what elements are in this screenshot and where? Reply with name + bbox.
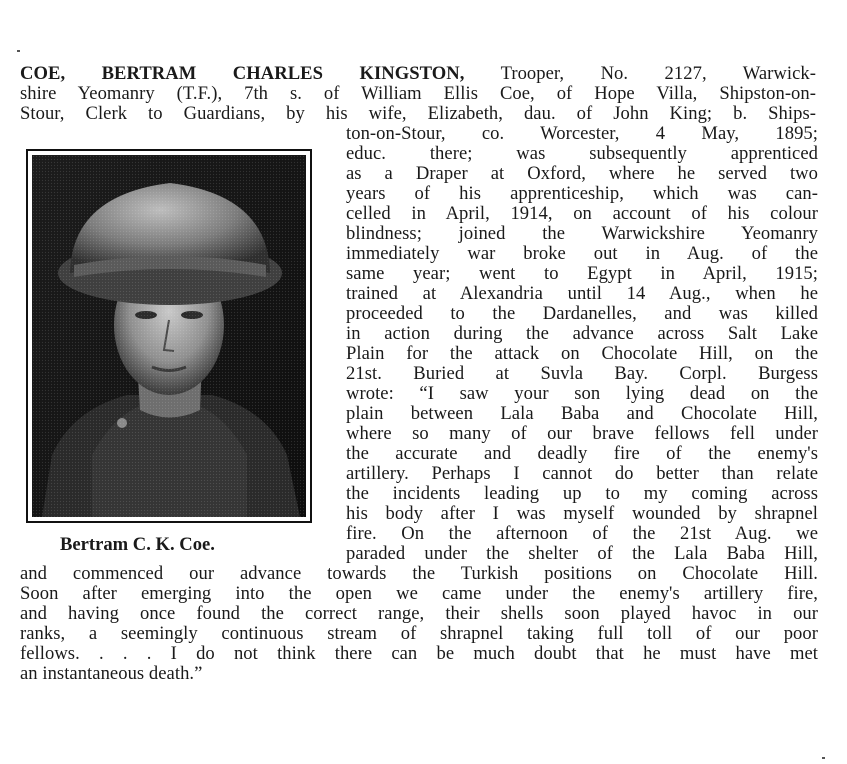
text-line-30: fellows. . . . I do not think there can be much doubt that he must have met (20, 643, 818, 664)
text-line-13: proceeded to the Dardanelles, and was killed (346, 303, 818, 324)
text-line-15: Plain for the attack on Chocolate Hill, on the (346, 343, 818, 364)
photo-caption: Bertram C. K. Coe. (60, 534, 215, 555)
text-line-5: educ. there; was subsequently apprenticed (346, 143, 818, 164)
text-line-6: as a Draper at Oxford, where he served two (346, 163, 818, 184)
text-line-24: fire. On the afternoon of the 21st Aug. we (346, 523, 818, 544)
text-line-4: ton-on-Stour, co. Worcester, 4 May, 1895; (346, 123, 818, 144)
text-line-29: ranks, a seemingly continuous stream of shrapnel taking full toll of our poor (20, 623, 818, 644)
text-line-10: immediately war broke out in Aug. of the (346, 243, 818, 264)
text-line-7: years of his apprenticeship, which was can- (346, 183, 818, 204)
text-line-9: blindness; joined the Warwickshire Yeomanry (346, 223, 818, 244)
text-line-31: an instantaneous death.” (20, 663, 203, 684)
text-line-21: artillery. Perhaps I cannot do better than relate (346, 463, 818, 484)
text-line-16: 21st. Buried at Suvla Bay. Corpl. Burgess (346, 363, 818, 384)
text-line-18: plain between Lala Baba and Chocolate Hill, (346, 403, 818, 424)
text-line-1 (20, 64, 816, 84)
text-line-25: paraded under the shelter of the Lala Baba Hill, (346, 543, 818, 564)
portrait-image (32, 155, 306, 517)
entry-lead: Trooper, No. 2127, Warwick- (500, 63, 816, 84)
text-line-12: trained at Alexandria until 14 Aug., when he (346, 283, 818, 304)
subject-name: COE, BERTRAM CHARLES KINGSTON, (20, 63, 465, 84)
text-line-28: and having once found the correct range, their shells soon played havoc in our (20, 603, 818, 624)
text-line-11: same year; went to Egypt in April, 1915; (346, 263, 818, 284)
scan-speck-bottom (822, 757, 825, 759)
text-line-2: shire Yeomanry (T.F.), 7th s. of William Ellis Coe, of Hope Villa, Shipston-on- (20, 83, 816, 104)
text-line-14: in action during the advance across Salt Lake (346, 323, 818, 344)
scan-speck-top (17, 50, 20, 52)
text-line-8: celled in April, 1914, on account of his colour (346, 203, 818, 224)
text-line-3: Stour, Clerk to Guardians, by his wife, Elizabeth, dau. of John King; b. Ships- (20, 103, 816, 124)
text-line-26: and commenced our advance towards the Turkish positions on Chocolate Hill. (20, 563, 818, 584)
text-line-20: the accurate and deadly fire of the enemy's (346, 443, 818, 464)
text-line-19: where so many of our brave fellows fell under (346, 423, 818, 444)
text-line-22: the incidents leading up to my coming across (346, 483, 818, 504)
text-line-17: wrote: “I saw your son lying dead on the (346, 383, 818, 404)
text-line-23: his body after I was myself wounded by shrapnel (346, 503, 818, 524)
text-line-27: Soon after emerging into the open we came under the enemy's artillery fire, (20, 583, 818, 604)
portrait-photo (26, 149, 312, 523)
